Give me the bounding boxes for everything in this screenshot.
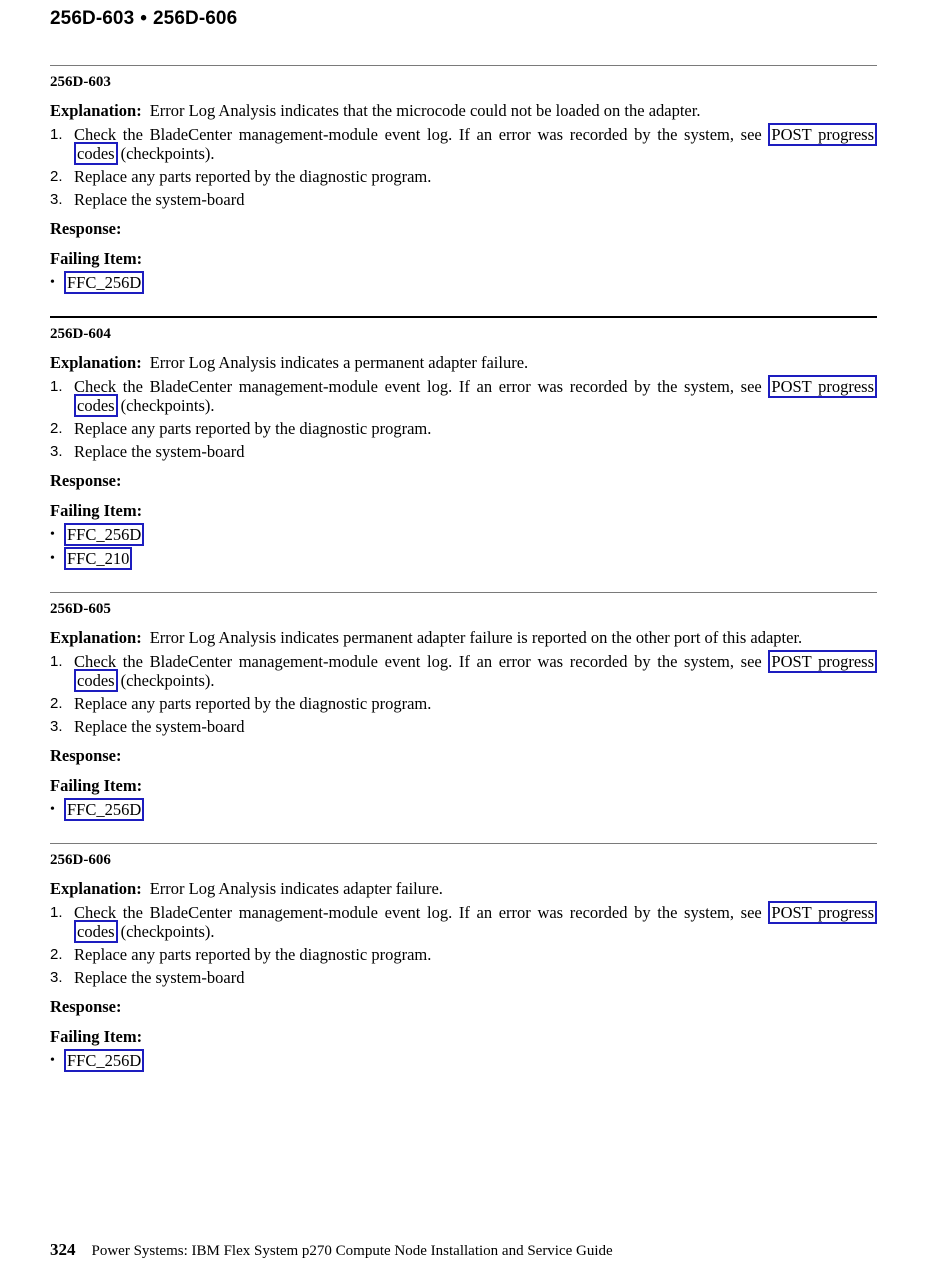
step-1 [50,903,877,941]
step-text-post: (checkpoints). [120,396,215,415]
action-steps [50,903,877,987]
ffc-link[interactable]: FFC_256D [64,523,144,546]
failing-item [50,1051,877,1071]
step-number: 1. [50,378,63,395]
page-footer [50,1240,613,1260]
failing-item-label: Failing Item: [50,249,143,268]
step-text: Replace the system-board [74,968,245,987]
step-1 [50,377,877,415]
step-text: Replace any parts reported by the diagnostic program. [74,694,432,713]
step-text-post: (checkpoints). [120,922,215,941]
explanation-label: Explanation: [50,353,142,372]
explanation-label: Explanation: [50,101,142,120]
section-divider [50,843,877,844]
step-number: 1. [50,653,63,670]
explanation [50,879,877,899]
error-code-title: 256D-605 [50,601,111,617]
explanation [50,628,877,648]
step-text: Check the BladeCenter management-module event log. If an error was recorded by the system, see [74,125,762,144]
bullet: • [50,527,55,542]
step-text: Check the BladeCenter management-module event log. If an error was recorded by the system, see [74,903,762,922]
step-number: 3. [50,718,63,735]
step-number: 2. [50,695,63,712]
header-right-code: 256D-606 [153,8,238,29]
bullet: • [50,802,55,817]
failing-item-list [50,800,877,820]
error-code-section [50,843,877,1071]
error-code-section [50,316,877,569]
post-progress-link[interactable]: POST progress [768,901,877,924]
header-left-code: 256D-603 [50,8,135,29]
step-number: 3. [50,191,63,208]
step-text: Replace the system-board [74,442,245,461]
step-number: 1. [50,904,63,921]
error-code-section [50,65,877,293]
error-code-title: 256D-603 [50,74,111,90]
step-2 [50,419,877,438]
codes-link[interactable]: codes [74,920,118,943]
step-2 [50,167,877,186]
ffc-link[interactable]: FFC_210 [64,547,132,570]
action-steps [50,125,877,209]
section-divider [50,65,877,66]
failing-item-list [50,525,877,569]
bullet: • [50,275,55,290]
codes-link[interactable]: codes [74,142,118,165]
document-title: Power Systems: IBM Flex System p270 Compute Node Installation and Service Guide [91,1243,613,1259]
step-2 [50,694,877,713]
explanation [50,101,877,121]
bullet: • [50,1053,55,1068]
explanation-label: Explanation: [50,628,142,647]
failing-item-label: Failing Item: [50,776,143,795]
step-3 [50,717,877,736]
step-1 [50,652,877,690]
step-2 [50,945,877,964]
post-progress-link[interactable]: POST progress [768,375,877,398]
failing-item-list [50,273,877,293]
response-label: Response: [50,997,122,1016]
step-number: 1. [50,126,63,143]
step-text: Check the BladeCenter management-module event log. If an error was recorded by the system, see [74,377,762,396]
step-text: Replace any parts reported by the diagnostic program. [74,419,432,438]
step-3 [50,442,877,461]
codes-link[interactable]: codes [74,669,118,692]
failing-item-label: Failing Item: [50,1027,143,1046]
explanation-text: Error Log Analysis indicates a permanent adapter failure. [149,353,529,372]
step-number: 3. [50,443,63,460]
explanation [50,353,877,373]
step-3 [50,190,877,209]
step-number: 2. [50,420,63,437]
action-steps [50,652,877,736]
step-text: Replace any parts reported by the diagnostic program. [74,945,432,964]
step-number: 2. [50,946,63,963]
header-separator: • [140,8,148,29]
step-text: Replace the system-board [74,190,245,209]
step-1 [50,125,877,163]
explanation-text: Error Log Analysis indicates that the microcode could not be loaded on the adapter. [149,101,701,120]
failing-item-list [50,1051,877,1071]
explanation-text: Error Log Analysis indicates adapter failure. [149,879,443,898]
step-text: Check the BladeCenter management-module event log. If an error was recorded by the system, see [74,652,762,671]
failing-item-label: Failing Item: [50,501,143,520]
step-text: Replace any parts reported by the diagnostic program. [74,167,432,186]
failing-item [50,525,877,545]
failing-item [50,549,877,569]
response-label: Response: [50,471,122,490]
action-steps [50,377,877,461]
error-code-section [50,592,877,820]
post-progress-link[interactable]: POST progress [768,650,877,673]
explanation-text: Error Log Analysis indicates permanent adapter failure is reported on the other port of this adapter. [149,628,803,647]
ffc-link[interactable]: FFC_256D [64,271,144,294]
bullet: • [50,551,55,566]
codes-link[interactable]: codes [74,394,118,417]
failing-item [50,273,877,293]
page-number: 324 [50,1240,76,1259]
step-number: 2. [50,168,63,185]
explanation-label: Explanation: [50,879,142,898]
ffc-link[interactable]: FFC_256D [64,1049,144,1072]
running-header [50,8,237,30]
section-divider [50,592,877,593]
step-text-post: (checkpoints). [120,144,215,163]
post-progress-link[interactable]: POST progress [768,123,877,146]
step-3 [50,968,877,987]
error-code-title: 256D-604 [50,326,111,342]
error-code-title: 256D-606 [50,852,111,868]
failing-item [50,800,877,820]
step-text: Replace the system-board [74,717,245,736]
response-label: Response: [50,219,122,238]
section-divider [50,316,877,318]
step-text-post: (checkpoints). [120,671,215,690]
ffc-link[interactable]: FFC_256D [64,798,144,821]
step-number: 3. [50,969,63,986]
response-label: Response: [50,746,122,765]
